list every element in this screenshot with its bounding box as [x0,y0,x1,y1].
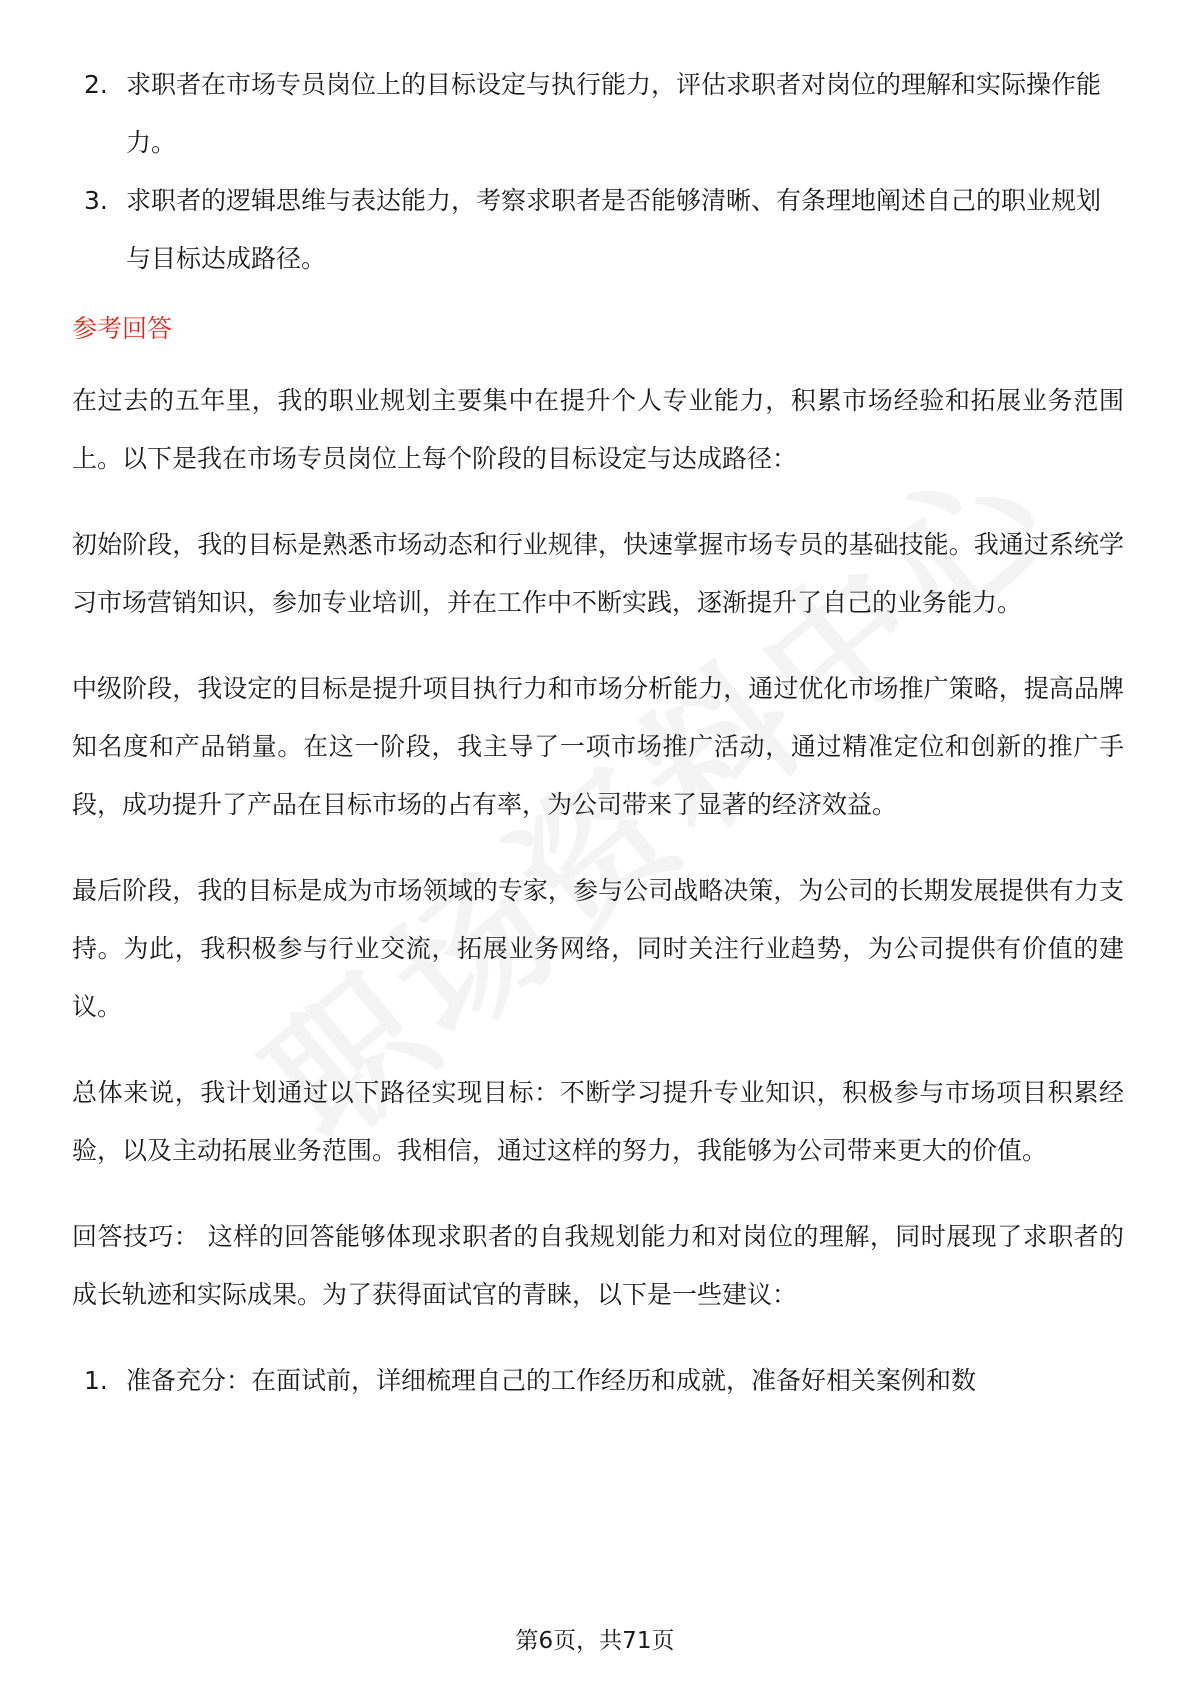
paragraph: 在过去的五年里，我的职业规划主要集中在提升个人专业能力，积累市场经验和拓展业务范围上。以下是我在市场专员岗位上每个阶段的目标设定与达成路径： [72,386,1124,473]
list-number: 1. [84,1366,108,1395]
paragraph: 最后阶段，我的目标是成为市场领域的专家，参与公司战略决策，为公司的长期发展提供有力支持。为此，我积极参与行业交流，拓展业务网络，同时关注行业趋势，为公司提供有价值的建议。 [72,876,1124,1021]
list-number: 3. [84,186,108,215]
numbered-list-bottom [72,1352,1124,1410]
paragraph: 总体来说，我计划通过以下路径实现目标：不断学习提升专业知识，积极参与市场项目积累经验，以及主动拓展业务范围。我相信，通过这样的努力，我能够为公司带来更大的价值。 [72,1078,1124,1165]
list-item [72,1352,1124,1410]
list-text: 准备充分：在面试前，详细梳理自己的工作经历和成就，准备好相关案例和数 [126,1366,977,1395]
list-item [72,56,1124,172]
list-number: 2. [84,70,108,99]
section-heading: 参考回答 [72,314,173,343]
numbered-list-top [72,56,1124,288]
list-text: 求职者在市场专员岗位上的目标设定与执行能力，评估求职者对岗位的理解和实际操作能力。 [126,70,1102,157]
content-area [72,56,1124,1410]
list-text: 求职者的逻辑思维与表达能力，考察求职者是否能够清晰、有条理地阐述自己的职业规划与目标达成路径。 [126,186,1102,273]
page-footer: 第6页，共71页 [515,1628,675,1654]
paragraph: 初始阶段，我的目标是熟悉市场动态和行业规律，快速掌握市场专员的基础技能。我通过系统学习市场营销知识，参加专业培训，并在工作中不断实践，逐渐提升了自己的业务能力。 [72,530,1124,617]
list-item [72,172,1124,288]
paragraph: 中级阶段，我设定的目标是提升项目执行力和市场分析能力，通过优化市场推广策略，提高品牌知名度和产品销量。在这一阶段，我主导了一项市场推广活动，通过精准定位和创新的推广手段，成功提升了产品在目标市场的占有率，为公司带来了显著的经济效益。 [72,674,1124,819]
paragraph: 回答技巧： 这样的回答能够体现求职者的自我规划能力和对岗位的理解，同时展现了求职者的成长轨迹和实际成果。为了获得面试官的青睐，以下是一些建议： [72,1222,1124,1309]
